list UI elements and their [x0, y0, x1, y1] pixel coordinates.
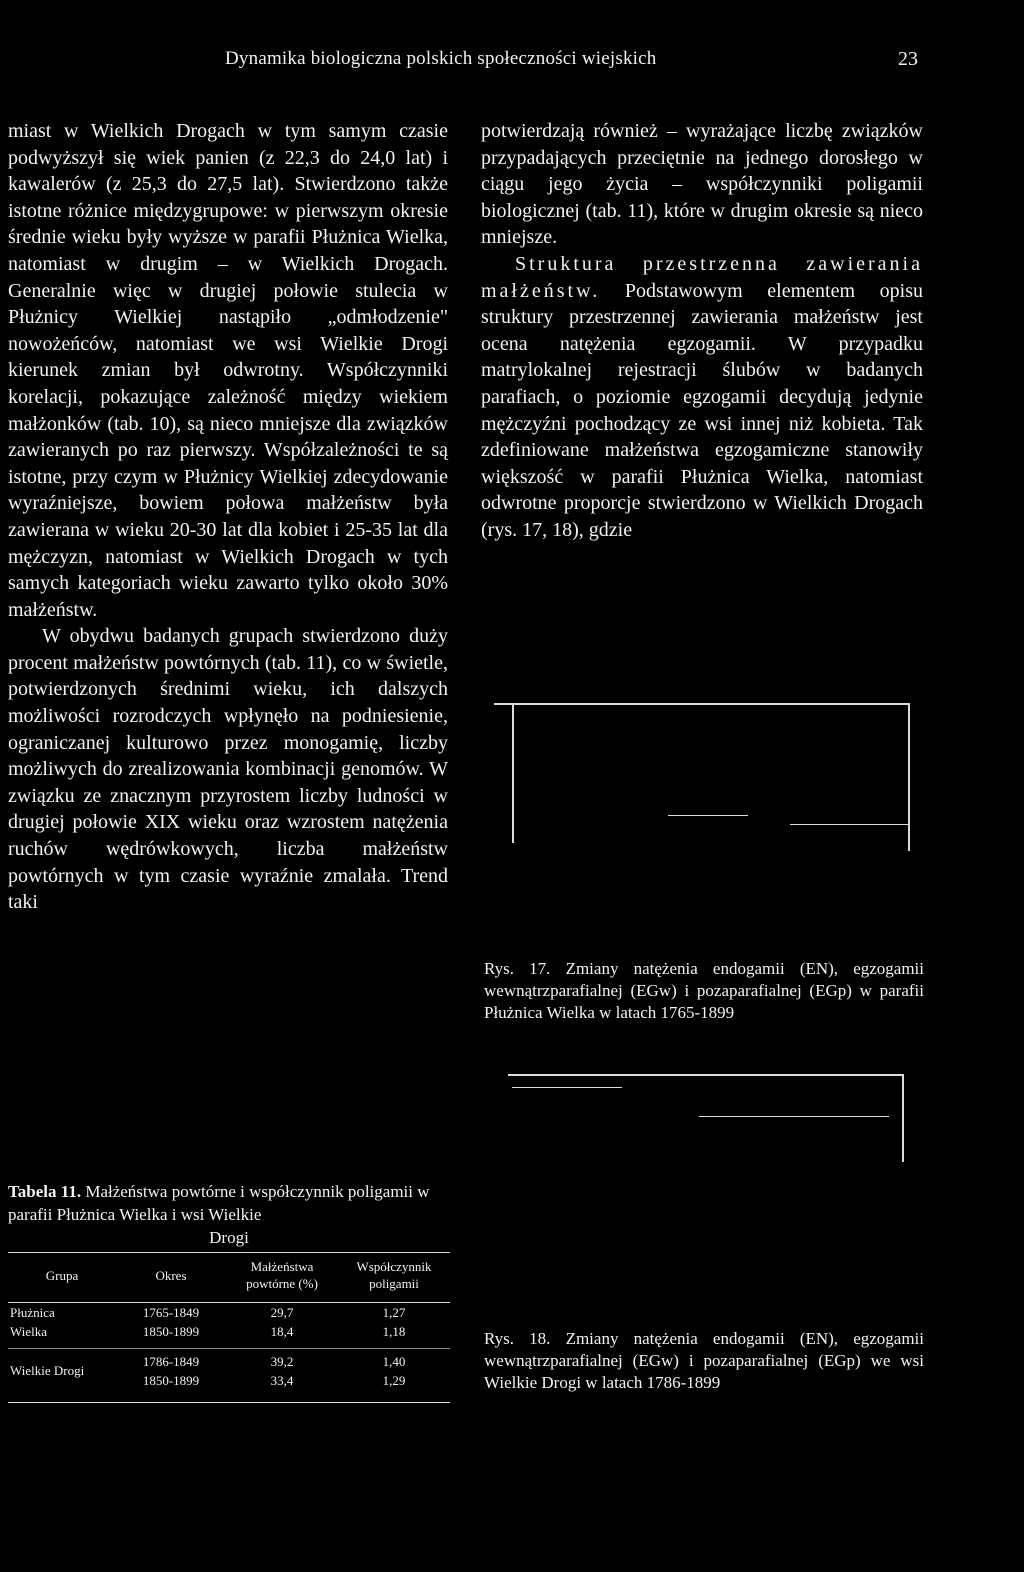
period-cell: 1850-1899: [142, 1324, 200, 1339]
remarriages-cell: 39,2: [270, 1354, 294, 1369]
figure-18-series-line-2: [699, 1116, 889, 1117]
table-row: [8, 1296, 450, 1322]
figure-18-frame-right: [902, 1074, 904, 1162]
polygamy-cell: 1,18: [382, 1324, 406, 1339]
polygamy-cell: 1,27: [382, 1305, 406, 1320]
right-paragraph-2: [481, 251, 923, 544]
right-column: [481, 118, 923, 544]
table-rule-bottom: [8, 1402, 450, 1403]
figure-18-area: [484, 1062, 922, 1332]
figure-18-caption: Rys. 18. Zmiany natężenia endogamii (EN), egzogamii wewnątrzparafialnej (EGw) i pozaparafialnej (EGp) we wsi Wielkie Drogi w latach 1786-1899: [484, 1329, 924, 1392]
group-name: Wielka: [10, 1324, 48, 1339]
remarriages-cell: 18,4: [270, 1324, 294, 1339]
group-name: Wielkie Drogi: [10, 1362, 85, 1378]
section-heading: Struktura przestrzenna zawierania małżeństw.: [481, 252, 923, 302]
header-polygamy: Współczynnik poligamii: [356, 1259, 432, 1291]
table-11-caption-end: Drogi: [209, 1228, 249, 1247]
period-cell: 1765-1849: [142, 1305, 200, 1320]
left-paragraph-1: miast w Wielkich Drogach w tym samym czasie podwyższył się wiek panien (z 22,3 do 24,0 lat) i kawalerów (z 25,3 do 27,5 lat). Stwierdzono także istotne różnice międzygrupowe: w pierwszym okresie średnie wieku były wyższe w parafii Płużnica Wielka, natomiast w drugim – w Wielkich Drogach. Generalnie więc w drugiej połowie stulecia w Płużnicy Wielkiej nastąpiło „odmłodzenie" nowożeńców, natomiast we wsi Wielkie Drogi kierunek zmian był odwrotny. Współczynniki korelacji, pokazujące zależność między wiekiem małżonków (tab. 10), są nieco mniejsze dla związków zawieranych po raz pierwszy. Współzależności te są istotne, przy czym w Płużnicy Wielkiej zdecydowanie wyraźniejsze, bowiem połowa małżeństw była zawierana w wieku 20-30 lat dla kobiet i 25-35 lat dla mężczyzn, natomiast w Wielkich Drogach w tych samych kategoriach wieku zawarto tylko około 30% małżeństw.: [8, 120, 448, 621]
running-title: Dynamika biologiczna polskich społeczności wiejskich: [225, 48, 657, 69]
polygamy-cell: 1,40: [382, 1354, 406, 1369]
figure-17-area: [484, 690, 922, 950]
header-group: Grupa: [45, 1267, 79, 1283]
remarriages-cell: 29,7: [270, 1305, 294, 1320]
remarriages-cell: 33,4: [270, 1373, 294, 1388]
figure-17-series-line-1: [668, 815, 748, 816]
figure-17-frame-left: [512, 703, 514, 843]
right-paragraph-1: potwierdzają również – wyrażające liczbę związków przypadających przeciętnie na jednego dorosłego w ciągu jego życia – współczynniki poligamii biologicznej (tab. 11), które w drugim okresie są nieco mniejsze.: [481, 120, 923, 249]
figure-18-series-line-1: [512, 1087, 622, 1088]
figure-17-series-line-2: [790, 824, 908, 825]
table-11-caption: [8, 1180, 450, 1249]
figure-17-frame-right: [908, 703, 910, 851]
table-11-label: Tabela 11.: [8, 1182, 82, 1201]
figure-18-frame-top: [508, 1074, 904, 1076]
right-paragraph-2-text: Podstawowym elementem opisu struktury przestrzennej zawierania małżeństw jest ocena natężenia egzogamii. W przypadku matrylokalnej rejestracji ślubów w badanych parafiach, o poziomie egzogamii decydują jedynie mężczyźni pochodzący ze wsi innej niż kobieta. Tak zdefiniowane małżeństwa egzogamiczne stanowiły większość w parafii Płużnica Wielka, natomiast odwrotne proporcje stwierdzono w Wielkich Drogach (rys. 17, 18), gdzie: [481, 279, 924, 541]
running-header: [0, 48, 1024, 78]
period-cell: 1850-1899: [142, 1373, 200, 1388]
page-number: 23: [898, 48, 918, 70]
period-cell: 1786-1849: [142, 1354, 200, 1369]
table-row: [8, 1322, 450, 1341]
table-11-caption-text: Małżeństwa powtórne i współczynnik poligamii w parafii Płużnica Wielka i wsi Wielkie: [8, 1182, 430, 1224]
table-header-row: [8, 1252, 450, 1296]
table-row: [8, 1341, 450, 1371]
header-remarriages: Małżeństwa powtórne (%): [246, 1259, 318, 1291]
figure-17-frame-top: [494, 703, 910, 705]
group-name: Płużnica: [10, 1305, 55, 1320]
polygamy-cell: 1,29: [382, 1373, 406, 1388]
table-11: [8, 1252, 450, 1390]
figure-17-caption: Rys. 17. Zmiany natężenia endogamii (EN), egzogamii wewnątrzparafialnej (EGw) i pozaparafialnej (EGp) w parafii Płużnica Wielka w latach 1765-1899: [484, 959, 924, 1022]
header-period: Okres: [155, 1267, 187, 1283]
left-column: [8, 118, 448, 916]
left-paragraph-2: W obydwu badanych grupach stwierdzono duży procent małżeństw powtórnych (tab. 11), co w świetle, potwierdzonych średnimi wieku, ich dalszych możliwości rozrodczych wpłynęło na podniesienie, ograniczanej kulturowo przez monogamię, liczby możliwych do zrealizowania kombinacji genomów. W związku ze znacznym przyrostem liczby ludności w drugiej połowie XIX wieku oraz wzrostem natężenia ruchów wędrówkowych, liczba małżeństw powtórnych w tym czasie wyraźnie zmalała. Trend taki: [8, 625, 448, 914]
